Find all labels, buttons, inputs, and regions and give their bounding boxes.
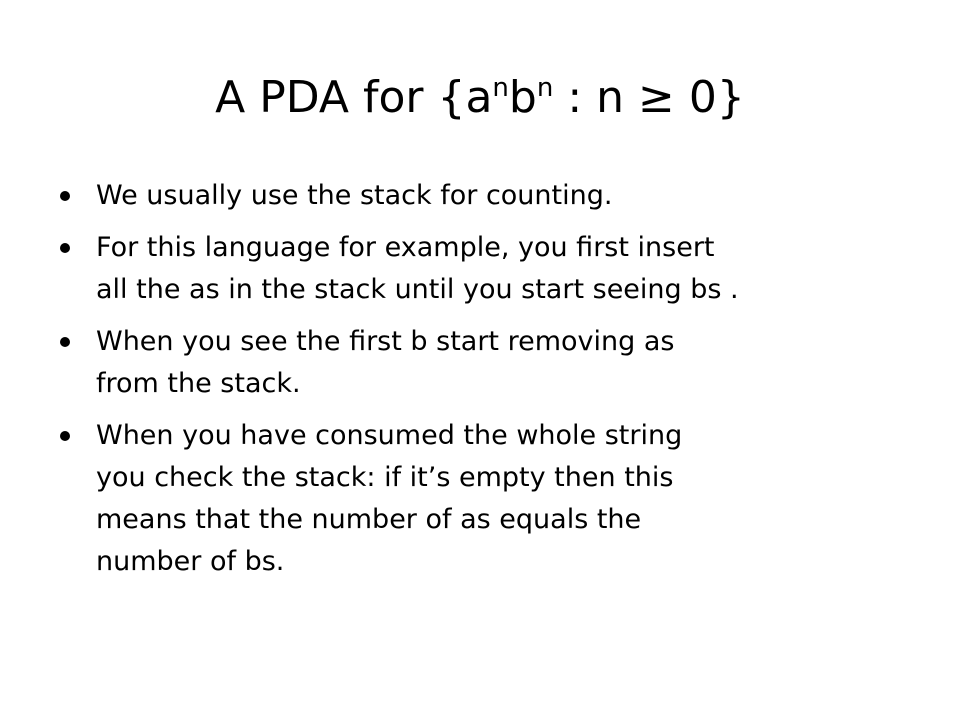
title-superscript-n-1: n (492, 73, 509, 103)
bullet-line: For this language for example, you first insert (96, 232, 715, 263)
bullet-line: all the as in the stack until you start seeing bs . (96, 274, 739, 305)
bullet-point-icon (60, 431, 70, 441)
bullet-line: When you see the first b start removing as (96, 326, 675, 357)
bullet-line: number of bs. (96, 546, 285, 577)
bullet-item (56, 321, 916, 405)
title-prefix: A PDA for {a (215, 72, 493, 123)
bullet-line: means that the number of as equals the (96, 504, 642, 535)
bullet-line: When you have consumed the whole string (96, 420, 683, 451)
bullet-line: from the stack. (96, 368, 301, 399)
title-suffix: : n ≥ 0} (553, 72, 745, 123)
bullet-point-icon (60, 191, 70, 201)
bullet-item (56, 415, 916, 583)
bullet-list (56, 175, 916, 593)
bullet-item (56, 175, 916, 217)
bullet-item (56, 227, 916, 311)
bullet-point-icon (60, 337, 70, 347)
slide-title (0, 58, 960, 144)
title-mid: b (508, 72, 537, 123)
title-superscript-n-2: n (536, 73, 554, 103)
bullet-line: We usually use the stack for counting. (96, 180, 613, 211)
bullet-line: you check the stack: if it’s empty then this (96, 462, 674, 493)
bullet-point-icon (60, 243, 70, 253)
